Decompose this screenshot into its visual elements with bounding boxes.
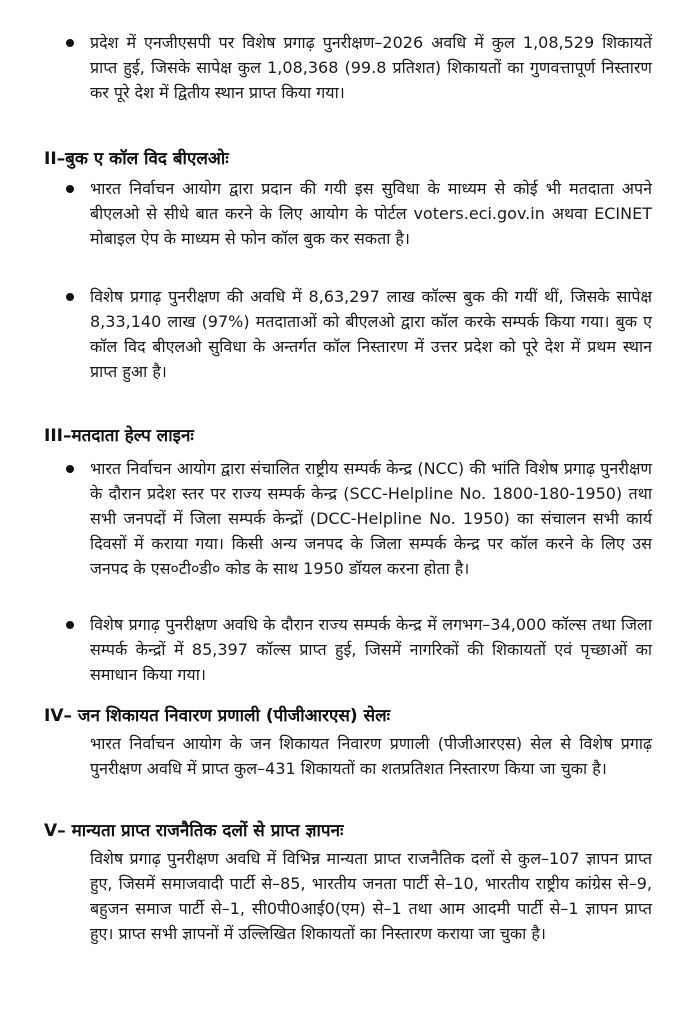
bullet-text: भारत निर्वाचन आयोग द्वारा प्रदान की गयी इस सुविधा के माध्यम से कोई भी मतदाता अपने बीएलओ से सीधे बात करने के लिए आयोग के पोर्टल voters.eci.gov.in अथवा ECINET मोबाइल ऐप के माध्यम से फोन कॉल बुक कर सकता है। <box>90 179 652 248</box>
section4-paragraph: भारत निर्वाचन आयोग के जन शिकायत निवारण प्रणाली (पीजीआरएस) सेल से विशेष प्रगाढ़ पुनरीक्षण अवधि में प्राप्त कुल–431 शिकायतों का शतप्रतिशत निस्तारण किया जा चुका है। <box>90 734 652 778</box>
bullet-icon <box>66 621 74 629</box>
bullet-icon <box>66 293 74 301</box>
section-heading-memoranda: V– मान्यता प्राप्त राजनैतिक दलों से प्राप्त ज्ञापनः <box>44 821 344 841</box>
bullet-text: भारत निर्वाचन आयोग द्वारा संचालित राष्ट्रीय सम्पर्क केन्द्र (NCC) की भांति विशेष प्रगाढ़ पुनरीक्षण के दौरान प्रदेश स्तर पर राज्य सम्पर्क केन्द्र (SCC-Helpline No. 1800-180-1950) तथा सभी जनपदों में जिला सम्पर्क केन्द्रों (DCC-Helpline No. 1950) का संचालन सभी कार्य दिवसों में कराया गया। किसी अन्य जनपद के जिला सम्पर्क केन्द्र पर कॉल करने के लिए उस जनपद के एस०टी०डी० कोड के साथ 1950 डॉयल करना होता है। <box>90 459 652 578</box>
intro-bullet <box>62 30 652 105</box>
section3-bullet-2 <box>62 612 652 687</box>
bullet-text: प्रदेश में एनजीएसपी पर विशेष प्रगाढ़ पुनरीक्षण–2026 अवधि में कुल 1,08,529 शिकायतें प्राप्त हुई, जिसके सापेक्ष कुल 1,08,368 (99.8 प्रतिशत) शिकायतों का गुणवत्तापूर्ण निस्तारण कर पूरे देश में द्वितीय स्थान प्राप्त किया गया। <box>90 33 652 102</box>
section-heading-pgrs-cell: IV– जन शिकायत निवारण प्रणाली (पीजीआरएस) सेलः <box>44 706 391 726</box>
bullet-icon <box>66 39 74 47</box>
section-heading-voter-helpline: III–मतदाता हेल्प लाइनः <box>44 426 194 446</box>
section2-bullet-1 <box>62 176 652 251</box>
bullet-text: विशेष प्रगाढ़ पुनरीक्षण की अवधि में 8,63,297 लाख कॉल्स बुक की गयीं थीं, जिसके सापेक्ष 8,33,140 लाख (97%) मतदाताओं को बीएलओ द्वारा कॉल करके सम्पर्क किया गया। बुक ए कॉल विद बीएलओ सुविधा के अन्तर्गत कॉल निस्तारण में उत्तर प्रदेश को पूरे देश में प्रथम स्थान प्राप्त हुआ है। <box>90 287 652 381</box>
bullet-text: विशेष प्रगाढ़ पुनरीक्षण अवधि के दौरान राज्य सम्पर्क केन्द्र में लगभग–34,000 कॉल्स तथा जिला सम्पर्क केन्द्रों में 85,397 कॉल्स प्राप्त हुई, जिसमें नागरिकों की शिकायतों एवं पृच्छाओं का समाधान किया गया। <box>90 615 652 684</box>
section3-bullet-1 <box>62 456 652 581</box>
bullet-icon <box>66 185 74 193</box>
section-heading-book-a-call: II–बुक ए कॉल विद बीएलओः <box>44 149 229 169</box>
section2-bullet-2 <box>62 284 652 384</box>
bullet-icon <box>66 465 74 473</box>
section5-paragraph: विशेष प्रगाढ़ पुनरीक्षण अवधि में विभिन्न मान्यता प्राप्त राजनैतिक दलों से कुल–107 ज्ञापन प्राप्त हुए, जिसमें समाजवादी पार्टी से–85, भारतीय जनता पार्टी से–10, भारतीय राष्ट्रीय कांग्रेस से–9, बहुजन समाज पार्टी से–1, सी0पी0आई0(एम) से–1 तथा आम आदमी पार्टी से–1 ज्ञापन प्राप्त हुए। प्राप्त सभी ज्ञापनों में उल्लिखित शिकायतों का निस्तारण कराया जा चुका है। <box>90 849 652 943</box>
